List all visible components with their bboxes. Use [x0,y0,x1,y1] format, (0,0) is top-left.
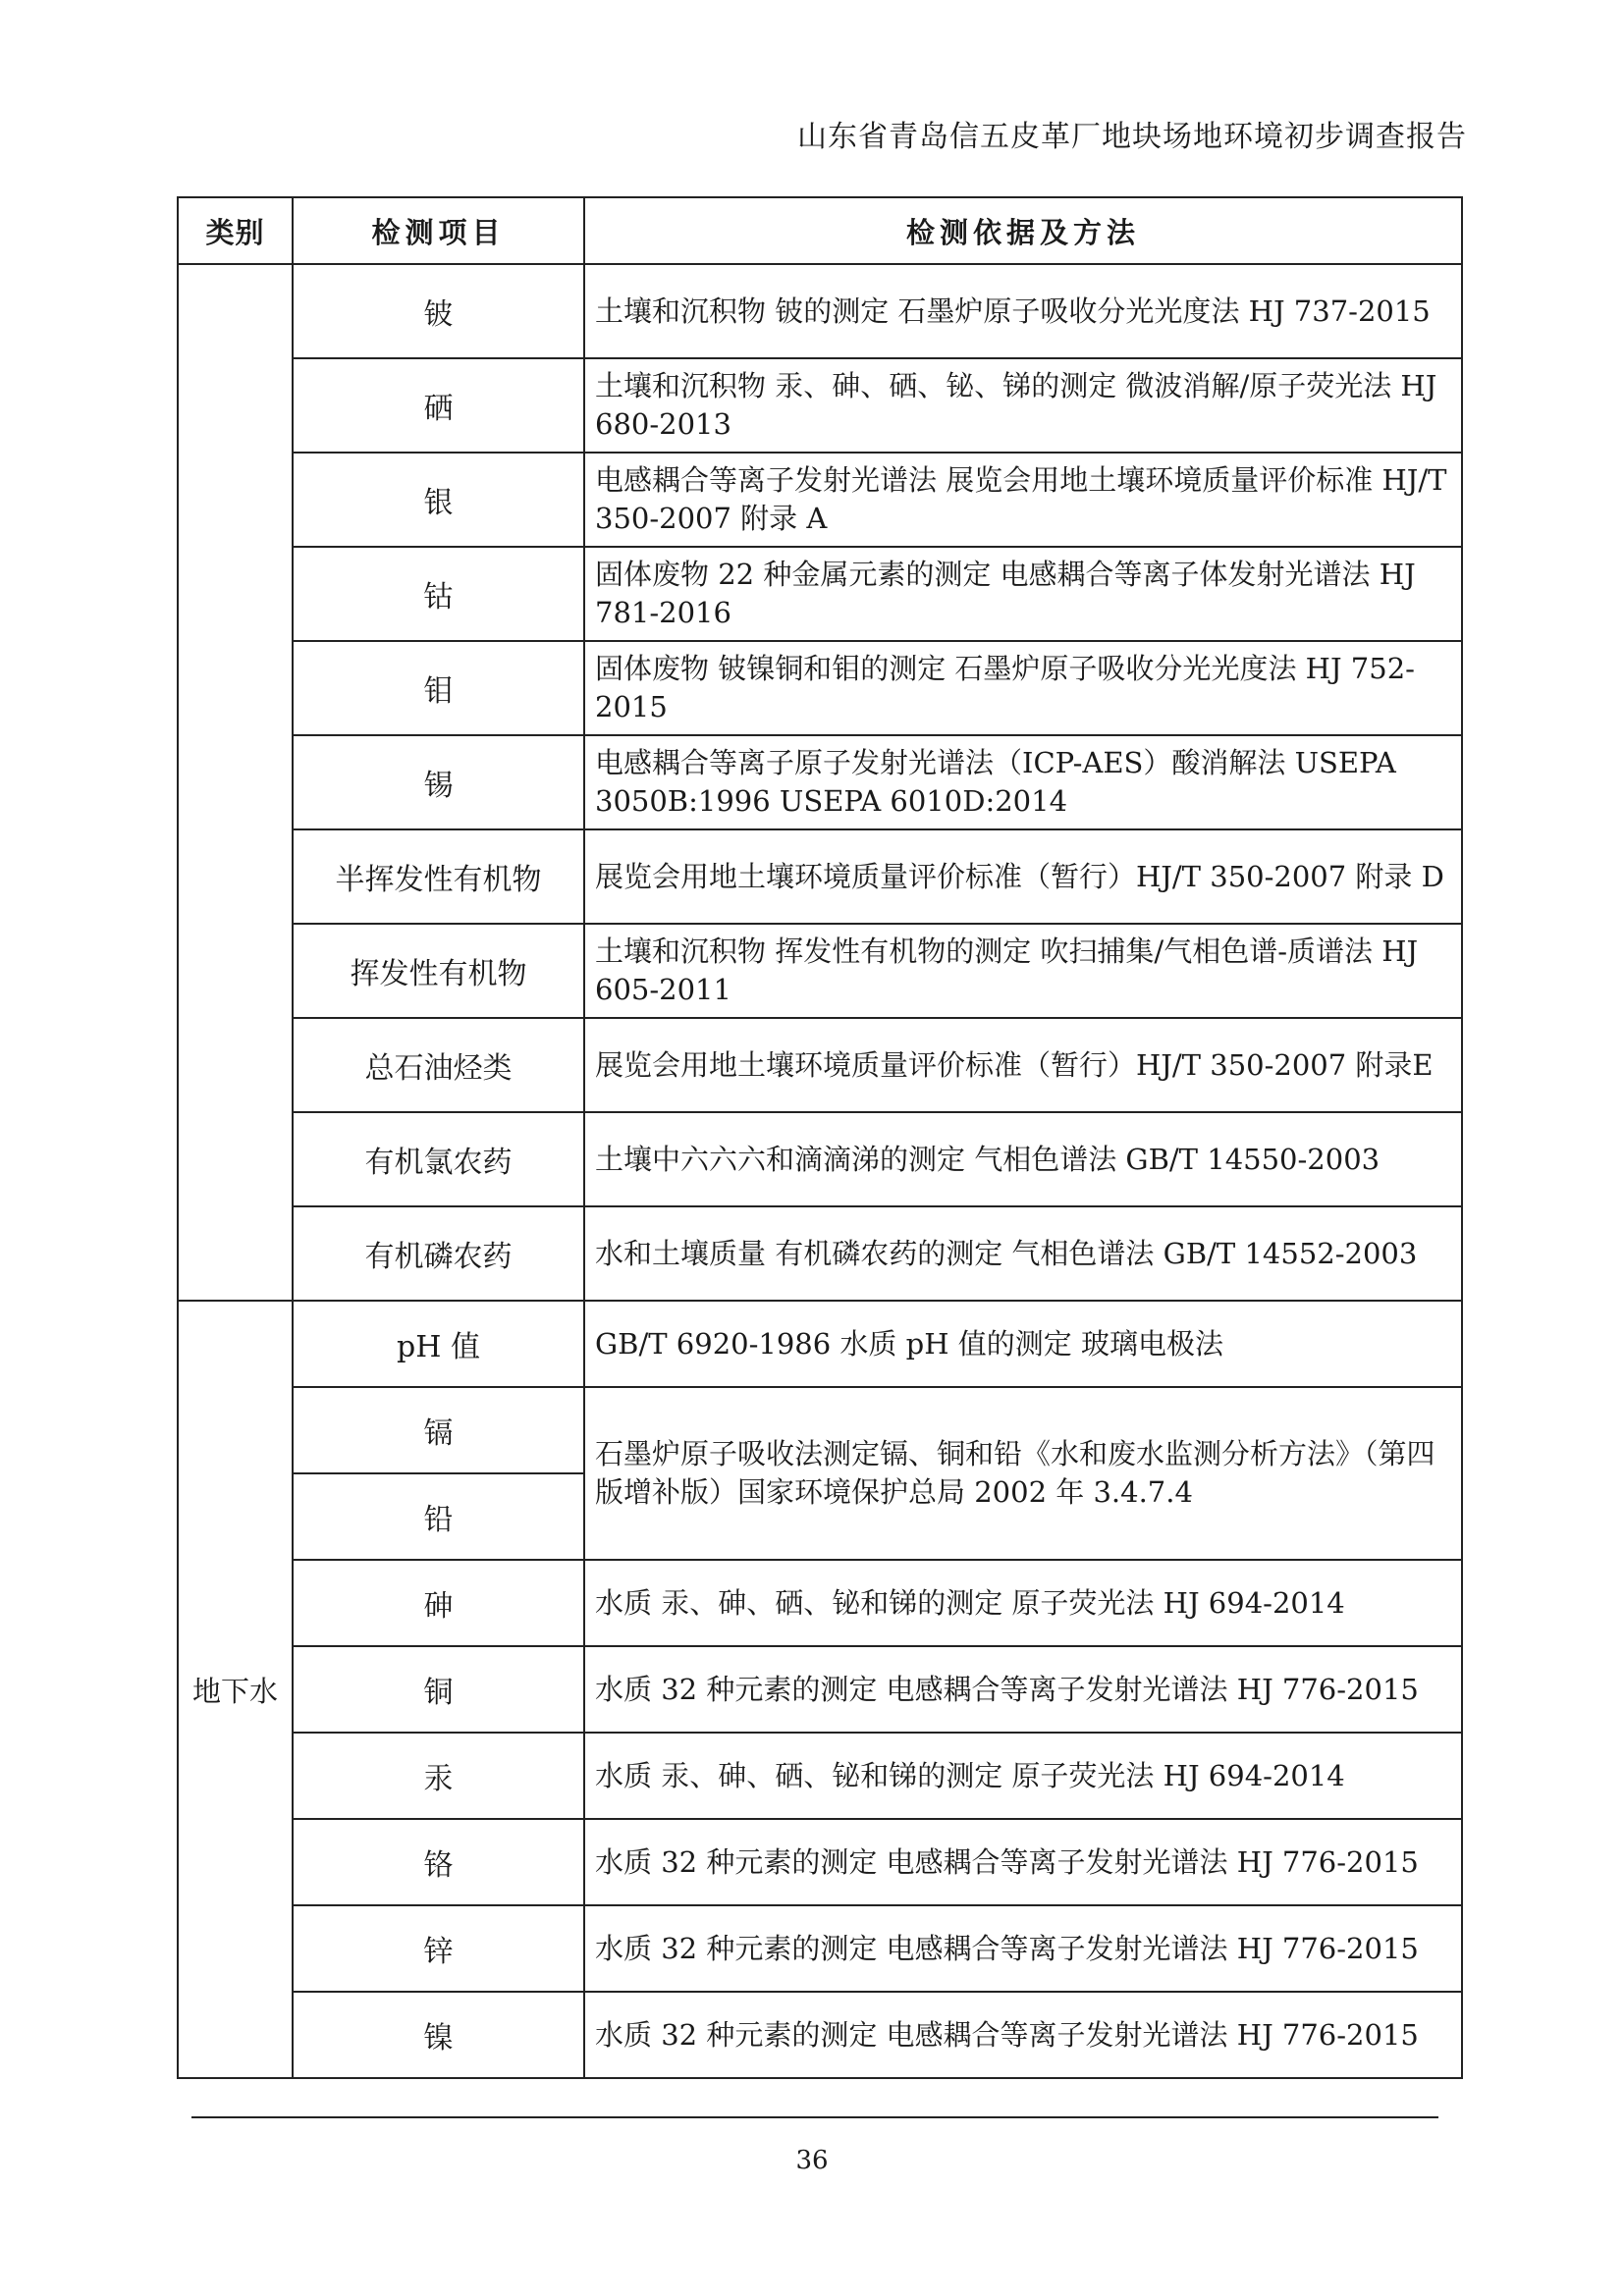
method-cell: 土壤中六六六和滴滴涕的测定 气相色谱法 GB/T 14550-2003 [584,1112,1462,1206]
item-cell: 总石油烃类 [293,1018,584,1112]
item-cell: 镍 [293,1992,584,2078]
item-cell: 砷 [293,1560,584,1646]
method-cell: 水和土壤质量 有机磷农药的测定 气相色谱法 GB/T 14552-2003 [584,1206,1462,1301]
category-cell-soil [178,264,293,1301]
method-cell: 水质 汞、砷、硒、铋和锑的测定 原子荧光法 HJ 694-2014 [584,1733,1462,1819]
method-cell: 展览会用地土壤环境质量评价标准（暂行）HJ/T 350-2007 附录 D [584,829,1462,924]
table-row [178,1646,1462,1733]
item-cell: 银 [293,453,584,547]
item-cell: 钼 [293,641,584,735]
table-row [178,1387,1462,1473]
method-cell: 电感耦合等离子原子发射光谱法（ICP-AES）酸消解法 USEPA 3050B:1996 USEPA 6010D:2014 [584,735,1462,829]
table-row [178,1733,1462,1819]
page-number: 36 [795,2146,829,2175]
method-cell: 电感耦合等离子发射光谱法 展览会用地土壤环境质量评价标准 HJ/T 350-2007 附录 A [584,453,1462,547]
method-cell: 固体废物 22 种金属元素的测定 电感耦合等离子体发射光谱法 HJ 781-2016 [584,547,1462,641]
item-cell: 铜 [293,1646,584,1733]
method-cell: 固体废物 铍镍铜和钼的测定 石墨炉原子吸收分光光度法 HJ 752-2015 [584,641,1462,735]
item-cell: 镉 [293,1387,584,1473]
category-cell-groundwater: 地下水 [178,1301,293,2078]
item-cell: pH 值 [293,1301,584,1387]
table-row [178,1112,1462,1206]
item-cell: 有机氯农药 [293,1112,584,1206]
table-row [178,358,1462,453]
item-cell: 铍 [293,264,584,358]
test-methods-table [177,196,1463,2079]
method-cell: 水质 32 种元素的测定 电感耦合等离子发射光谱法 HJ 776-2015 [584,1646,1462,1733]
report-title: 山东省青岛信五皮革厂地块场地环境初步调查报告 [797,120,1467,154]
table-row [178,1992,1462,2078]
method-cell: 水质 汞、砷、硒、铋和锑的测定 原子荧光法 HJ 694-2014 [584,1560,1462,1646]
table-row [178,1905,1462,1992]
item-cell: 铅 [293,1473,584,1560]
table-row [178,264,1462,358]
item-cell: 汞 [293,1733,584,1819]
item-cell: 锡 [293,735,584,829]
table-row [178,735,1462,829]
footer-divider [191,2116,1438,2118]
column-header-item: 检测项目 [293,197,584,264]
method-cell: 土壤和沉积物 铍的测定 石墨炉原子吸收分光光度法 HJ 737-2015 [584,264,1462,358]
table-row [178,547,1462,641]
table-row [178,453,1462,547]
table-row [178,1301,1462,1387]
method-cell: 水质 32 种元素的测定 电感耦合等离子发射光谱法 HJ 776-2015 [584,1819,1462,1905]
table-header-row [178,197,1462,264]
table-row [178,924,1462,1018]
item-cell: 锌 [293,1905,584,1992]
method-cell: 展览会用地土壤环境质量评价标准（暂行）HJ/T 350-2007 附录E [584,1018,1462,1112]
table-row [178,1819,1462,1905]
table-row [178,1018,1462,1112]
method-cell: 土壤和沉积物 挥发性有机物的测定 吹扫捕集/气相色谱-质谱法 HJ 605-2011 [584,924,1462,1018]
table-row [178,1206,1462,1301]
item-cell: 铬 [293,1819,584,1905]
item-cell: 挥发性有机物 [293,924,584,1018]
column-header-category: 类别 [178,197,293,264]
method-cell: GB/T 6920-1986 水质 pH 值的测定 玻璃电极法 [584,1301,1462,1387]
method-cell: 石墨炉原子吸收法测定镉、铜和铅《水和废水监测分析方法》（第四版增补版）国家环境保护总局 2002 年 3.4.7.4 [584,1387,1462,1560]
item-cell: 半挥发性有机物 [293,829,584,924]
item-cell: 有机磷农药 [293,1206,584,1301]
method-cell: 水质 32 种元素的测定 电感耦合等离子发射光谱法 HJ 776-2015 [584,1992,1462,2078]
column-header-method: 检测依据及方法 [584,197,1462,264]
table-row [178,829,1462,924]
item-cell: 钴 [293,547,584,641]
table-row [178,1560,1462,1646]
item-cell: 硒 [293,358,584,453]
table-row [178,641,1462,735]
method-cell: 土壤和沉积物 汞、砷、硒、铋、锑的测定 微波消解/原子荧光法 HJ 680-2013 [584,358,1462,453]
method-cell: 水质 32 种元素的测定 电感耦合等离子发射光谱法 HJ 776-2015 [584,1905,1462,1992]
